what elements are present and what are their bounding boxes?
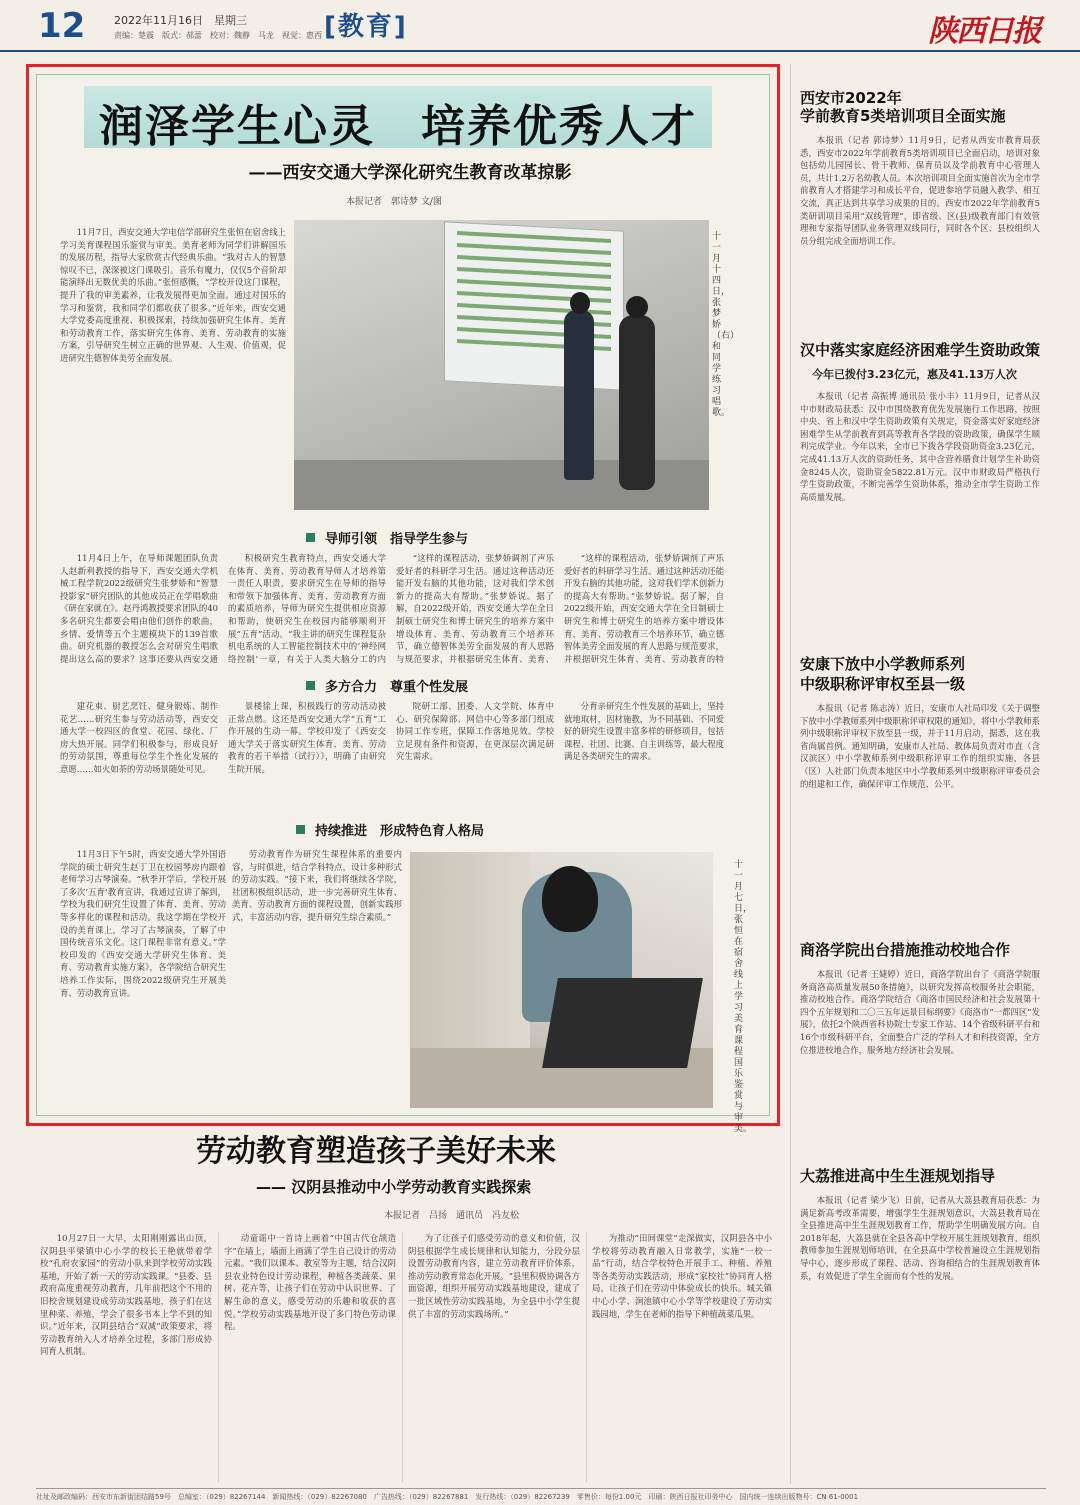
- story4-text: 本报讯（记者 王婕婷）近日，商洛学院出台了《商洛学院服务商洛高质量发展50条措施》，以研究发挥高校服务社会职能，推动校地合作。商洛学院结合《商洛市国民经济和社会发展第十四个五年规划和二〇三五年远景目标纲要》《商洛市“一都四区”发展》，依托2个陕西省科协院士专家工作站、14个省级科研平台和16个市级科研平台，全面整合广泛的学科人才和科技资源，全方位推进校地合作，服务地方经济社会发展。: [800, 969, 1040, 1055]
- page-number: 12: [38, 6, 86, 46]
- section1-col4: “这样的课程活动，张梦娇调剂了声乐爱好者的科研学习生活。通过这种活动还能开发右脑的其他功能，这对我们学术创新力的提高大有帮助。”张梦娇说。据了解，自2022级开始，西安交通大学在全日制硕士研究生和博士研究生的培养方案中增设体育、美育、劳动教育三个培养环节，确立德智体美劳全面发展的育人思路与规范要求，并根据研究生体育、美育、劳动教育的特: [564, 553, 724, 664]
- editor-credits: 责编：楚震 版式：郝蕾 校对：魏静 马龙 视觉：惠西: [114, 31, 322, 40]
- section3-heading: 持续推进 形成特色育人格局: [296, 820, 484, 839]
- section1-col2: 积极研究生教育特点，西安交通大学在体育、美育、劳动教育导师人才培养第一责任人职责，要求研究生在导师的指导和带领下加强体育、美育、劳动教育方面的素质培养，导师为研究生提供相应资源和帮助，使研究生在校园内能够顺利开展“五育”活动。“我主讲的研究生课程复杂机电系统的人工智能控制技术中的‘神经网络控制’一章，有关于人类大脑分工的内: [228, 553, 386, 664]
- story3-title-line2: 中级职称评审权至县一级: [800, 675, 966, 693]
- photo-guqin-online-study: [410, 852, 713, 1108]
- intro-paragraph: 11月7日，西安交通大学电信学部研究生张恒在宿舍线上学习美育课程国乐鉴赏与审美。美育老师为同学们讲解国乐的发展历程，指导大家欣赏古代经典乐曲。“我对古人的智慧惊叹不已，深深被这门课吸引。音乐有魔力，仅仅5个音阶却能演绎出无数优美的乐曲。”张恒感慨，“学校开设这门课程，提升了我的审美素养，让我发展得更加全面。通过对国乐的学习和鉴赏，我和同学们都收获了很多。”近年来，西安交通大学党委高度重视、积极探索，持续加强研究生体育、美育和劳动教育工作，落实研究生体育、美育、劳动教育的实施方案，引导研究生树立正确的世界观、人生观、价值观，促进研究生德智体美劳全面发展。: [60, 227, 286, 363]
- section1-heading: 导师引领 指导学生参与: [306, 528, 468, 547]
- section2-heading: 多方合力 尊重个性发展: [306, 676, 468, 695]
- section3-col1: 11月3日下午5时，西安交通大学外国语学院的硕士研究生赵丁卫在校园琴房内跟着老师学习古琴演奏。“秋季开学后，学校开展了多次‘五育’教育宣讲，我通过宣讲了解到，学校为我们研究生设置了体育、美育、劳动等多样化的课程和活动。我这学期在学校开设的美育课上，学习了古琴演奏，了解了中国传统音乐文化。这门课程非常有意义。”学校印发的《西安交通大学研究生体育、美育、劳动教育实施方案》，各学院结合研究生培养工作实际，围绕2022级研究生开展美育、劳动教育宣讲。: [60, 849, 226, 998]
- second-feature-col1: 10月27日一大早，太阳刚刚露出山顶，汉阴县平梁镇中心小学的校长王艳就带着学校“孔府农家园”的劳动小队来到学校劳动实践基地，开始了新一天的劳动实践课。“县委、县政府高度重视劳动教育，几年前把这个不用的旧校舍规划建设成劳动实践基地，孩子们在这里种菜、养殖，学会了很多书本上学不到的知识。”近年来，汉阴县结合“双减”政策要求，将劳动教育纳入人才培养全过程，多部门形成协同育人机制。: [40, 1233, 212, 1357]
- photo1-caption: 十一月十四日，张梦娇（右）和同学练习唱歌。: [712, 232, 740, 418]
- photo2-caption: 十一月七日，张恒在宿舍线上学习美育课程国乐鉴赏与审美。: [734, 860, 753, 1134]
- section1-col3: “这样的课程活动，张梦娇调剂了声乐爱好者的科研学习生活。通过这种活动还能开发右脑的其他功能，这对我们学术创新力的提高大有帮助。”张梦娇说。据了解，自2022级开始，西安交通大学在全日制硕士研究生和博士研究生的培养方案中增设体育、美育、劳动教育三个培养环节，确立德智体美劳全面发展的育人思路与规范要求，并根据研究生体育、美育、: [396, 553, 554, 664]
- second-feature-col3: 为了让孩子们感受劳动的意义和价值，汉阴县根据学生成长规律和认知能力，分段分层设置劳动教育内容，建立劳动教育评价体系，推动劳动教育常态化开展。“县里积极协调各方面资源，组织开展劳动实践基地建设，建成了一批区域性劳动实践基地，为全县中小学生提供了丰富的劳动实践场所。”: [408, 1233, 580, 1319]
- photo-singing-practice: [294, 220, 709, 510]
- second-feature-title: 劳动教育塑造孩子美好未来: [196, 1134, 556, 1169]
- story5-title: 大荔推进高中生生涯规划指导: [800, 1167, 996, 1185]
- section-tag: [教育]: [324, 12, 408, 42]
- feature-subtitle: ——西安交通大学深化研究生教育改革掠影: [248, 163, 572, 183]
- page-footer: 社址及邮政编码：西安市东新街团结路59号 总编室：（029）82267144 新闻热线：（029）82267080 广告热线：（029）82267881 发行热线：（029）82267239 零售价：每份1.00元 印刷：陕西日报社印务中心 国内统一连续出版物号：CN 61-0001: [36, 1488, 1046, 1502]
- story4-title: 商洛学院出台措施推动校地合作: [800, 941, 1011, 959]
- laptop: [542, 978, 703, 1068]
- student-figure: [619, 315, 655, 490]
- feature-byline: 本报记者 郭诗梦 文/图: [346, 197, 442, 207]
- story3-text: 本报讯（记者 陈志涛）近日，安康市人社局印发《关于调整下放中小学教师系列中级职称评审权限的通知》，将中小学教师系列中级职称评审权下放至县一级，并于11月启动，据悉，这在我省尚属首例。通知明确，安康市人社局、教体局负责对市直（含汉滨区）中小学教师系列中级职称评审工作的组织实施，各县（区）人社部门负责本地区中小学教师系列中级职称评审委员会的组建和工作，确保评审工作规范、公平。: [800, 703, 1040, 789]
- section2-col4: 分育亲研究生个性发展的基础上，坚持就地取材，因材施教，为不同基础、不同爱好的研究生设置丰富多样的研修项目，包括课程、社团、比赛、自主训练等，最大程度满足各类研究生的需求。: [564, 701, 724, 762]
- section2-col3: 院研工部、团委、人文学院、体育中心、研究保障部、网信中心等多部门组成协同工作专班，保障工作落地见效。学校立足现有条件和资源，在更深层次满足研究生需求。: [396, 701, 554, 762]
- second-feature-col2: 动童谣中一首诗上画着“中国古代仓颉造字”在墙上，墙面上画满了学生自己设计的劳动元素。“我们以课本、教室等为主题，结合汉阴县农业特色设计劳动课程，种植各类蔬菜、果树、花卉等，让孩子们在劳动中认识世界、了解生命的意义，感受劳动的乐趣和收获的喜悦。”学校劳动实践基地开设了多门特色劳动课程。: [224, 1233, 396, 1332]
- newspaper-logo: 陕西日报: [928, 14, 1040, 49]
- projection-screen: [444, 221, 624, 390]
- story1-text: 本报讯（记者 郭诗梦）11月9日，记者从西安市教育局获悉，西安市2022年学前教育5类培训项目已全面启动，培训对象包括幼儿园园长、骨干教师、保育员以及学前教育中心管理人员，共计1.2万名幼教人员。本次培训项目全面实施首次为全市学前教育人才搭建学习和成长平台，促进参培学员融入教学、相互交流，真正达到共享学习成果的目的。西安市2022年学前教育5类研训项目采用“双线管理”，即省级、区(县)级教育部门有效管理和专家指导团队业务管理双线同行，同时各个区、县校组织人员分组完成全面培训工作。: [800, 135, 1040, 246]
- section1-col1: 11月4日上午，在导师课题团队负责人赵新利教授的指导下，西安交通大学机械工程学院2022级研究生张梦娇和“智慧投影家”研究团队的其他成员正在学唱歌曲《研在家就在》。赵丹鸿教授要求团队的40多名研究生都要会唱由他们创作的歌曲，乡情、爱情等五个主题模块下的139首歌曲。研究机器的教授怎么会对研究生唱歌提出这么高的要求？这事还要从西安交通: [60, 553, 218, 664]
- story2-title: 汉中落实家庭经济困难学生资助政策: [800, 341, 1041, 359]
- story5-text: 本报讯（记者 梁少飞）日前，记者从大荔县教育局获悉：为满足新高考改革需要，增强学生生涯规划意识，大荔县教育局在全县推进高中生生涯规划教育工作，帮助学生明确发展方向。自2018年起，大荔县就在全县各高中学校开展生涯规划教育，组织教师参加生涯规划师培训，在全县高中学校普遍设立生涯规划指导中心，逐步形成了课程、活动、咨询相结合的生涯规划教育体系，有效促进了学生全面而有个性的发展。: [800, 1195, 1040, 1281]
- story2-text: 本报讯（记者 高振博 通讯员 张小丰）11月9日，记者从汉中市财政局获悉：汉中市围绕教育优先发展施行工作思路，按照中央、省上和汉中学生资助政策有关规定，资金落实好家庭经济困难学生从学前教育到高等教育各学段的资助政策，确保学生顺利完成学业。今年以来，全市已下拨各学段资助资金3.23亿元，完成41.13万人次的资助任务，其中含营养膳食计划学生补助资金8245人次，资助资金5822.81万元。汉中市财政局严格执行学生资助政策，不断完善学生资助体系，推动全市学生资助工作高质量发展。: [800, 391, 1040, 502]
- section3-col2: 劳动教育作为研究生课程体系的重要内容，与时俱进，结合学科特点，设计多种形式的劳动实践。“接下来，我们将继续各学院，社团积极组织活动，进一步完善研究生体育、美育、劳动教育方面的课程设置，创新实践形式，丰富活动内容，提升研究生综合素质。”: [232, 849, 402, 922]
- issue-date: 2022年11月16日 星期三: [114, 14, 247, 27]
- story3-title-line1: 安康下放中小学教师系列: [800, 655, 966, 673]
- second-feature-byline: 本报记者 吕扬 通讯员 冯友松: [384, 1211, 520, 1221]
- section2-col2: 景楼徐上课，积极践行的劳动活动被正常点燃。这还是西安交通大学“五育”工作开展的生动一幕。学校印发了《西安交通大学关于落实研究生体育、美育、劳动教育的若干举措（试行）》，明确了由研究生院开展。: [228, 701, 386, 774]
- second-feature-col4: 为推动“田间课堂”走深做实，汉阴县各中小学校将劳动教育融入日常教学，实施“一校一品”行动，结合学校特色开展手工、种植、养殖等各类劳动实践活动，形成“家校社”协同育人格局，让孩子们在劳动中体验成长的快乐。城关镇中心小学、涧池镇中心小学等学校建设了劳动实践园地，学生在老师的指导下种植蔬菜瓜果。: [592, 1233, 772, 1319]
- story1-title-line1: 西安市2022年: [800, 89, 902, 107]
- section2-col1: 建花束、厨艺烹饪、健身锻炼、制作花艺……研究生参与劳动活动等，西安交通大学一校四区的食堂、花园、绿化、厂房大热开展。同学们积极参与，形成良好的劳动氛围，尊重每位学生个性化发展的意愿……如火如荼的劳动场景随处可见。: [60, 701, 218, 774]
- masthead: [0, 0, 1080, 52]
- student-figure: [564, 310, 594, 480]
- feature-title: 润泽学生心灵 培养优秀人才: [99, 101, 697, 152]
- story1-title-line2: 学前教育5类培训项目全面实施: [800, 107, 1006, 125]
- second-feature-subtitle: —— 汉阴县推动中小学劳动教育实践探索: [256, 1178, 532, 1196]
- story2-subtitle: 今年已拨付3.23亿元，惠及41.13万人次: [812, 368, 1017, 381]
